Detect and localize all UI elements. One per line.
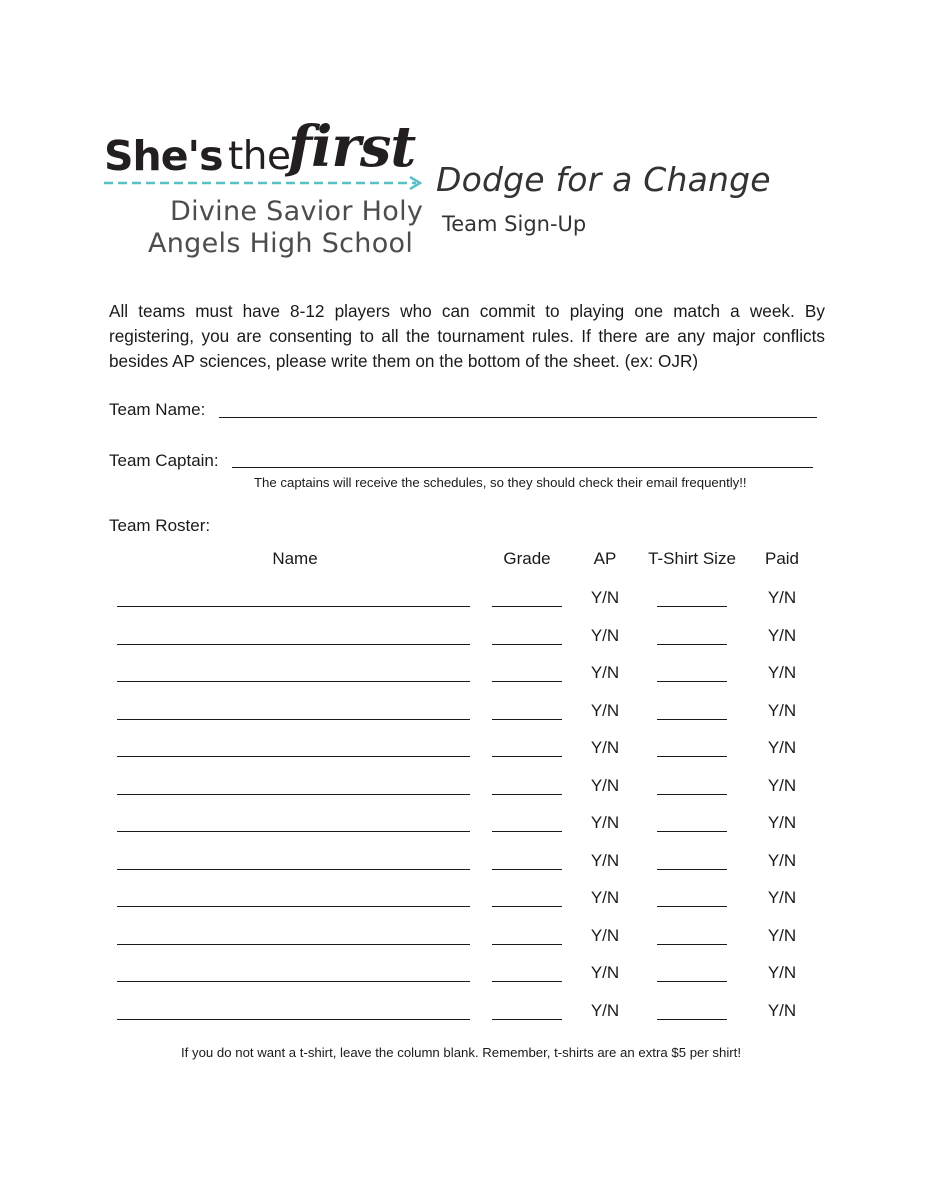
table-row [0,962,927,992]
column-header-name: Name [272,549,318,568]
intro-paragraph: All teams must have 8-12 players who can commit to playing one match a week. By registering, you are consenting to all the tournament rules. If there are any major conflicts besides AP sciences, please write them on the bottom of the sheet. (ex: OJR) [109,301,825,371]
player-ap-option[interactable]: Y/N [590,925,620,945]
table-row [0,887,927,917]
table-row [0,737,927,767]
player-ap-option[interactable]: Y/N [590,775,620,795]
table-row [0,662,927,692]
event-subtitle: Team Sign-Up [442,212,587,236]
table-row [0,1000,927,1030]
column-header-ap: AP [593,549,617,568]
player-name-field[interactable] [117,644,470,645]
player-grade-field[interactable] [492,831,562,832]
player-name-field[interactable] [117,756,470,757]
logo-the-text: the [228,134,291,179]
captain-note: The captains will receive the schedules, so they should check their email frequently!! [254,475,747,490]
team-name-field[interactable] [219,417,817,418]
player-tshirt-size-field[interactable] [657,906,727,907]
logo-shes-text: She's [104,132,223,180]
player-paid-option[interactable]: Y/N [767,963,797,982]
player-ap-option[interactable]: Y/N [590,850,620,870]
shes-the-first-logo [100,114,430,268]
table-row [0,587,927,617]
player-paid-option[interactable]: Y/N [767,588,797,607]
player-name-field[interactable] [117,794,470,795]
player-paid-option[interactable]: Y/N [767,700,797,720]
player-name-field[interactable] [117,1019,470,1020]
player-paid-option[interactable]: Y/N [767,663,797,682]
player-tshirt-size-field[interactable] [657,981,727,982]
logo-arrow-icon [102,176,432,190]
player-tshirt-size-field[interactable] [657,756,727,757]
player-paid-option[interactable]: Y/N [767,1000,797,1020]
player-ap-option[interactable]: Y/N [590,888,620,907]
footer-note: If you do not want a t-shirt, leave the column blank. Remember, t-shirts are an extra $5 per shirt! [181,1045,741,1060]
player-paid-option[interactable]: Y/N [767,738,797,757]
player-name-field[interactable] [117,944,470,945]
player-name-field[interactable] [117,831,470,832]
player-grade-field[interactable] [492,756,562,757]
team-captain-field[interactable] [232,467,813,468]
logo-school-line2: Angels High School [148,228,414,259]
player-paid-option[interactable]: Y/N [767,625,797,645]
table-row [0,850,927,880]
player-grade-field[interactable] [492,681,562,682]
column-header-grade: Grade [503,549,551,568]
player-ap-option[interactable]: Y/N [590,588,620,607]
player-paid-option[interactable]: Y/N [767,813,797,832]
player-ap-option[interactable]: Y/N [590,813,620,832]
player-ap-option[interactable]: Y/N [590,663,620,682]
column-header-paid: Paid [764,549,800,568]
table-row [0,700,927,730]
player-ap-option[interactable]: Y/N [590,963,620,982]
player-tshirt-size-field[interactable] [657,606,727,607]
player-name-field[interactable] [117,719,470,720]
player-paid-option[interactable]: Y/N [767,925,797,945]
player-tshirt-size-field[interactable] [657,944,727,945]
logo-school-line1: Divine Savior Holy [170,196,424,227]
player-tshirt-size-field[interactable] [657,644,727,645]
player-ap-option[interactable]: Y/N [590,625,620,645]
player-name-field[interactable] [117,981,470,982]
team-roster-label: Team Roster: [109,516,211,535]
player-grade-field[interactable] [492,606,562,607]
player-grade-field[interactable] [492,869,562,870]
player-grade-field[interactable] [492,794,562,795]
player-paid-option[interactable]: Y/N [767,888,797,907]
player-ap-option[interactable]: Y/N [590,700,620,720]
logo-first-text: first [288,114,416,180]
player-ap-option[interactable]: Y/N [590,738,620,757]
player-grade-field[interactable] [492,644,562,645]
player-paid-option[interactable]: Y/N [767,850,797,870]
table-row [0,925,927,955]
player-tshirt-size-field[interactable] [657,831,727,832]
table-row [0,812,927,842]
player-tshirt-size-field[interactable] [657,681,727,682]
event-title: Dodge for a Change [436,160,771,199]
team-captain-label: Team Captain: [109,451,219,470]
player-tshirt-size-field[interactable] [657,794,727,795]
player-name-field[interactable] [117,906,470,907]
player-tshirt-size-field[interactable] [657,1019,727,1020]
player-tshirt-size-field[interactable] [657,719,727,720]
column-header-tshirt-size: T-Shirt Size [648,549,736,568]
player-ap-option[interactable]: Y/N [590,1000,620,1020]
player-grade-field[interactable] [492,1019,562,1020]
player-paid-option[interactable]: Y/N [767,775,797,795]
player-grade-field[interactable] [492,981,562,982]
player-name-field[interactable] [117,606,470,607]
player-tshirt-size-field[interactable] [657,869,727,870]
player-name-field[interactable] [117,869,470,870]
player-grade-field[interactable] [492,719,562,720]
table-row [0,775,927,805]
player-grade-field[interactable] [492,944,562,945]
table-row [0,625,927,655]
team-name-label: Team Name: [109,400,206,419]
player-grade-field[interactable] [492,906,562,907]
player-name-field[interactable] [117,681,470,682]
